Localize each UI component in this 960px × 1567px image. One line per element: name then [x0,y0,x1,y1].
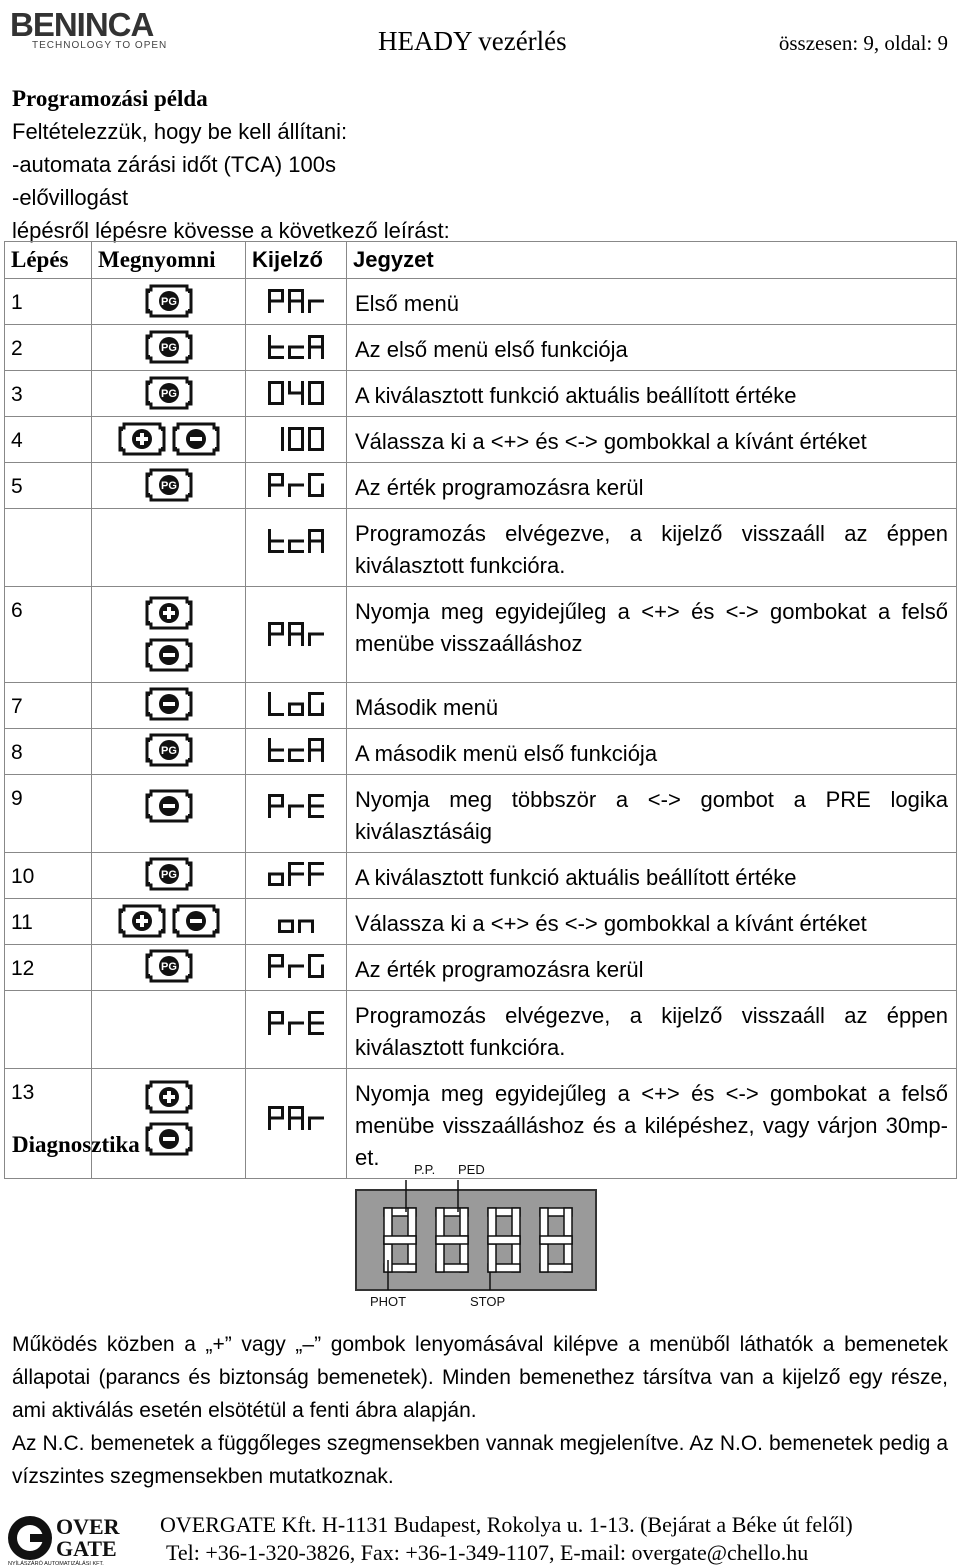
intro-line: -automata zárási időt (TCA) 100s [12,152,337,177]
display-cell [246,463,347,509]
step-number: 5 [11,475,23,498]
lcd-display-icon [265,689,327,719]
press-cell [92,279,246,325]
step-number: 7 [11,695,23,718]
step-number: 3 [11,383,23,406]
lcd-segment [288,427,291,441]
display-cell [246,853,347,899]
lcd-glyph [308,335,324,359]
note-cell [347,279,957,325]
lcd-display-icon [265,378,327,408]
step-cell [5,991,92,1069]
press-cell [92,509,246,587]
step-cell [5,463,92,509]
lcd-segment [268,965,284,968]
diagnostics-title: Diagnosztika [12,1132,140,1157]
table-row [5,417,957,463]
table-row [5,853,957,899]
lcd-glyph [268,289,284,313]
display-cell [246,729,347,775]
note-text: A második menü első funkciója [355,741,658,766]
step-cell [5,899,92,945]
note-text: A kiválasztott funkció aktuális beállított értéke [355,383,797,408]
table-row [5,463,957,509]
plus-button-icon [144,1079,194,1115]
minus-button-icon [144,788,194,824]
lcd-segment [268,346,284,349]
lcd-glyph [288,622,304,646]
display-cell [246,371,347,417]
lcd-glyph [308,738,324,762]
lcd-display-icon [265,859,327,889]
step-number: 9 [11,787,23,810]
lcd-segment [288,805,304,808]
lcd-glyph [268,954,284,978]
step-number: 10 [11,865,35,888]
lcd-glyph [268,692,284,716]
lcd-glyph [288,862,304,886]
lcd-glyph [278,920,294,934]
lcd-glyph [308,862,324,886]
document-title: HEADY vezérlés [378,26,567,56]
note-cell [347,325,957,371]
beninca-logo [10,6,170,50]
lcd-segment [288,540,304,543]
step-cell [5,1069,92,1179]
lcd-display-icon [265,906,327,936]
pg-button-icon [144,732,194,768]
diagnostics-segment [540,1236,572,1244]
lcd-segment [298,920,314,923]
paragraph: Az N.C. bemenetek a függőleges szegmensekben vannak megjelenítve. Az N.O. bemenetek pedig a vízszintes szegmensekben mutatkoznak. [12,1432,948,1488]
pg-button-icon [144,375,194,411]
minus-button-icon [144,1121,194,1157]
lcd-segment [281,438,284,452]
lcd-glyph [288,427,304,451]
lcd-display-icon [265,286,327,316]
note-text: A kiválasztott funkció aktuális beállított értéke [355,865,797,890]
note-cell [347,371,957,417]
lcd-segment [308,540,324,543]
pg-button-icon [144,948,194,984]
display-cell [246,899,347,945]
step-number: 4 [11,429,23,452]
column-header-display: Kijelző [246,242,347,279]
press-cell [92,587,246,683]
plus-button-icon [117,421,167,457]
display-cell [246,417,347,463]
diagnostics-label: P.P. [414,1162,436,1177]
table-row [5,991,957,1069]
table-row [5,279,957,325]
lcd-display-icon [265,1103,327,1133]
lcd-segment [288,1117,304,1120]
lcd-segment [268,873,284,876]
lcd-segment [268,540,284,543]
display-cell [246,775,347,853]
press-cell [92,371,246,417]
display-cell [246,683,347,729]
press-cell [92,1069,246,1179]
note-cell [347,899,957,945]
lcd-glyph [268,794,284,818]
lcd-segment [308,300,324,303]
note-cell [347,509,957,587]
programming-steps-table [4,241,957,1179]
display-cell [246,325,347,371]
lcd-glyph [268,622,284,646]
lcd-glyph [308,954,324,978]
diagnostics-display-figure [340,1160,610,1320]
logo-text-bottom: GATE [56,1536,117,1561]
lcd-segment [308,381,311,395]
lcd-display-icon [265,951,327,981]
plus-button-icon [144,595,194,631]
lcd-glyph [308,692,324,716]
note-cell [347,683,957,729]
lcd-segment [288,392,304,395]
diagnostics-label: STOP [470,1294,506,1309]
table-row [5,729,957,775]
table-row [5,945,957,991]
step-cell [5,587,92,683]
column-header-step: Lépés [5,242,92,279]
note-cell [347,945,957,991]
overgate-logo [6,1512,136,1566]
display-cell [246,991,347,1069]
plus-button-icon [117,903,167,939]
lcd-segment [268,484,284,487]
lcd-segment [308,692,311,706]
press-cell [92,463,246,509]
press-cell [92,775,246,853]
step-cell [5,509,92,587]
lcd-segment [308,954,311,968]
lcd-segment [308,1117,324,1120]
step-cell [5,371,92,417]
table-row [5,775,957,853]
paragraph: Működés közben a „+” vagy „–” gombok lenyomásával kilépve a menüből láthatók a bemenetek állapotai (parancs és biztonság bemenetek). Minden bemenethez társítva van a kijelző egy része, ami aktiválás esetén elsötétül a fenti ábra alapján. [12,1333,948,1422]
lcd-segment [288,873,304,876]
note-text: Első menü [355,291,459,316]
step-number: 6 [11,599,23,622]
press-cell [92,325,246,371]
column-header-note: Jegyzet [347,242,957,279]
note-text: Nyomja meg egyidejűleg a <+> és <-> gombokat a felső menübe visszaálláshoz [355,599,948,656]
step-number: 1 [11,291,23,314]
minus-button-icon [144,637,194,673]
minus-button-icon [171,903,221,939]
press-cell [92,991,246,1069]
lcd-glyph [288,484,304,498]
table-row [5,325,957,371]
table-row [5,899,957,945]
display-cell [246,279,347,325]
table-row [5,587,957,683]
press-cell [92,683,246,729]
lcd-glyph [268,335,284,359]
logo-text-top: OVER [56,1514,120,1539]
section-heading: Programozási példa [12,86,208,111]
lcd-segment [288,749,304,752]
lcd-segment [268,300,284,303]
table-row [5,509,957,587]
lcd-glyph [308,1011,324,1035]
lcd-glyph [268,529,284,553]
diagnostics-label: PED [458,1162,485,1177]
note-cell [347,853,957,899]
lcd-glyph [308,427,324,451]
lcd-glyph [308,381,324,405]
step-cell [5,417,92,463]
lcd-segment [308,473,311,487]
note-text: Programozás elvégezve, a kijelző visszaáll az éppen kiválasztott funkcióra. [355,1003,948,1060]
page-info: összesen: 9, oldal: 9 [778,31,948,55]
diagnostics-label: PHOT [370,1294,407,1309]
note-cell [347,463,957,509]
lcd-glyph [281,427,284,451]
lcd-segment [288,965,304,968]
step-cell [5,853,92,899]
lcd-segment [288,346,304,349]
step-cell [5,325,92,371]
intro-line: lépésről lépésre kövesse a következő leírást: [12,218,450,243]
intro-line: -elővillogást [12,185,129,210]
lcd-segment [278,920,294,923]
lcd-display-icon [265,735,327,765]
note-text: Nyomja meg többször a <-> gombot a PRE logika kiválasztásáig [355,787,948,844]
pg-button-icon [144,329,194,365]
svg-text:PG: PG [160,342,177,354]
step-cell [5,775,92,853]
lcd-glyph [268,738,284,762]
lcd-segment [268,749,284,752]
lcd-glyph [268,1106,284,1130]
svg-text:PG: PG [160,388,177,400]
step-number: 12 [11,957,35,980]
lcd-segment [308,427,311,441]
note-text: Az első menü első funkciója [355,337,628,362]
step-cell [5,945,92,991]
lcd-display-icon [265,526,327,556]
note-text: Az érték programozásra kerül [355,957,644,982]
step-number: 11 [11,911,33,934]
step-number [5,991,91,1003]
footer-address: OVERGATE Kft. H-1131 Budapest, Rokolya u. 1-13. (Bejárat a Béke út felől) [160,1512,853,1537]
lcd-segment [268,1117,284,1120]
svg-text:PG: PG [160,480,177,492]
lcd-segment [308,873,324,876]
press-cell [92,899,246,945]
diagnostics-segment [384,1236,416,1244]
lcd-segment [308,633,324,636]
step-number: 8 [11,741,23,764]
pg-button-icon [144,283,194,319]
lcd-glyph [288,381,304,405]
note-cell [347,587,957,683]
lcd-segment [308,805,324,808]
lcd-glyph [288,1022,304,1036]
lcd-glyph [308,633,324,647]
step-cell [5,683,92,729]
display-cell [246,945,347,991]
lcd-glyph [288,1106,304,1130]
lcd-segment [268,805,284,808]
lcd-display-icon [265,332,327,362]
lcd-segment [288,703,304,706]
lcd-glyph [268,381,284,405]
lcd-display-icon [265,791,327,821]
display-cell [246,509,347,587]
lcd-glyph [298,920,314,934]
lcd-glyph [308,529,324,553]
press-cell [92,417,246,463]
svg-text:PG: PG [160,296,177,308]
note-cell [347,775,957,853]
lcd-glyph [308,794,324,818]
lcd-segment [288,1022,304,1025]
minus-button-icon [144,686,194,722]
press-cell [92,945,246,991]
page-footer [0,1508,960,1567]
pg-button-icon [144,467,194,503]
step-cell [5,729,92,775]
lcd-glyph [288,289,304,313]
step-number [5,509,91,521]
lcd-segment [268,692,271,706]
lcd-display-icon [265,1008,327,1038]
step-number: 13 [11,1081,35,1104]
lcd-glyph [288,540,304,554]
table-row [5,371,957,417]
lcd-glyph [288,805,304,819]
lcd-glyph [308,473,324,497]
footer-contact: Tel: +36-1-320-3826, Fax: +36-1-349-1107, E-mail: overgate@chello.hu [166,1540,809,1565]
note-cell [347,729,957,775]
lcd-glyph [308,300,324,314]
note-text: Programozás elvégezve, a kijelző visszaáll az éppen kiválasztott funkcióra. [355,521,948,578]
logo-wordmark: BENINCA [10,6,154,43]
step-cell [5,279,92,325]
note-cell [347,417,957,463]
lcd-segment [288,300,304,303]
lcd-display-icon [265,470,327,500]
press-cell [92,729,246,775]
step-number: 2 [11,337,23,360]
note-text: Második menü [355,695,499,720]
bottom-text [12,1328,948,1493]
lcd-segment [268,381,271,395]
page-header [0,0,960,70]
diagnostics-segment [436,1236,468,1244]
lcd-glyph [288,749,304,763]
display-cell [246,1069,347,1179]
intro-section [12,82,952,247]
lcd-glyph [268,1011,284,1035]
note-text: Az érték programozásra kerül [355,475,644,500]
lcd-glyph [268,473,284,497]
lcd-glyph [268,873,284,887]
svg-text:PG: PG [160,961,177,973]
press-cell [92,853,246,899]
lcd-display-icon [265,424,327,454]
logo-tagline: NYÍLÁSZÁRÓ AUTOMATIZÁLÁSI KFT. [8,1561,104,1566]
lcd-display-icon [265,619,327,649]
column-header-press: Megnyomni [92,242,246,279]
lcd-segment [288,633,304,636]
lcd-segment [308,346,324,349]
logo-tagline: TECHNOLOGY TO OPEN [32,40,168,51]
lcd-segment [308,749,324,752]
svg-text:PG: PG [160,869,177,881]
lcd-glyph [288,346,304,360]
lcd-glyph [288,965,304,979]
display-cell [246,587,347,683]
pg-button-icon [144,856,194,892]
lcd-segment [288,484,304,487]
lcd-segment [308,1022,324,1025]
note-text: Válassza ki a <+> és <-> gombokkal a kívánt értéket [355,911,867,936]
svg-text:PG: PG [160,745,177,757]
note-cell [347,991,957,1069]
intro-line: Feltételezzük, hogy be kell állítani: [12,119,348,144]
lcd-segment [268,1022,284,1025]
note-text: Válassza ki a <+> és <-> gombokkal a kívánt értéket [355,429,867,454]
table-row [5,683,957,729]
lcd-glyph [308,1117,324,1131]
minus-button-icon [171,421,221,457]
lcd-segment [268,633,284,636]
logo-emblem-bar [30,1534,44,1542]
table-header-row [5,242,957,279]
diagnostics-segment [488,1236,520,1244]
note-text: Nyomja meg egyidejűleg a <+> és <-> gombokat a felső menübe visszaálláshoz és a kilépéshez, vagy várjon 30mp-et. [355,1081,948,1170]
lcd-glyph [288,703,304,717]
